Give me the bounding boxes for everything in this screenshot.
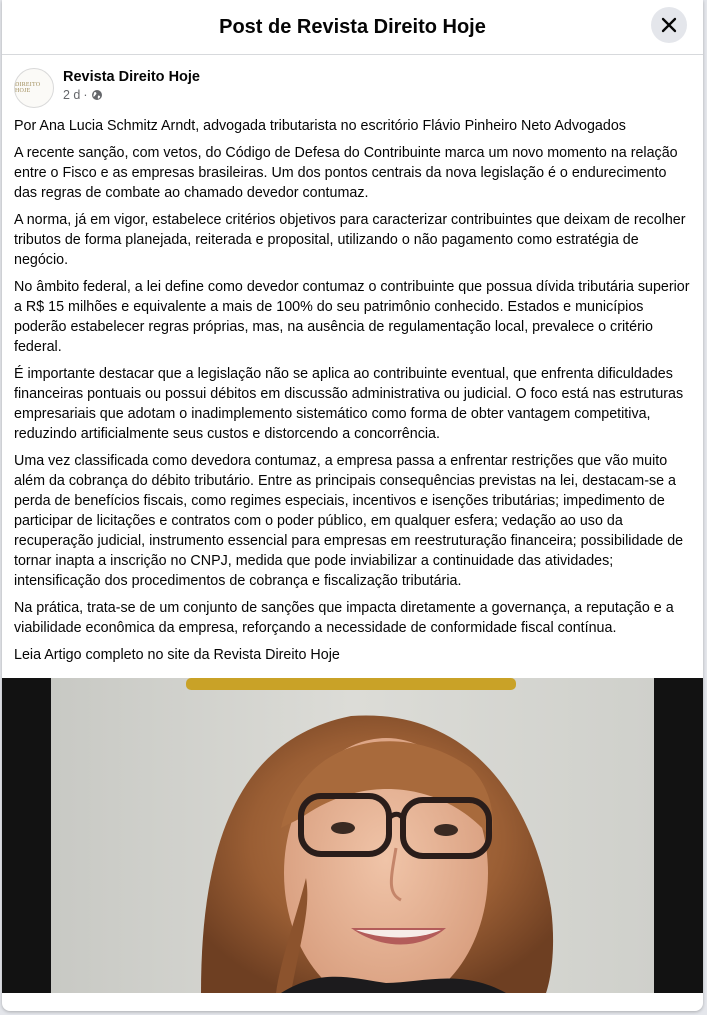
post-meta <box>63 88 200 102</box>
close-button[interactable] <box>651 7 687 43</box>
modal-title: Post de Revista Direito Hoje <box>219 15 486 38</box>
meta-separator: · <box>83 88 88 102</box>
post-paragraph: Leia Artigo completo no site da Revista Direito Hoje <box>14 647 340 663</box>
avatar[interactable] <box>14 68 54 108</box>
close-icon <box>661 17 677 33</box>
post-paragraph: A recente sanção, com vetos, do Código de Defesa do Contribuinte marca um novo momento na relação entre o Fisco e as empresas brasileiras. Um dos pontos centrais da nova legislação é o endurecimento das regras de combate ao chamado devedor contumaz. <box>14 145 678 201</box>
post-paragraph: Na prática, trata-se de um conjunto de sanções que impacta diretamente a governança, a reputação e a viabilidade econômica da empresa, reforçando a necessidade de conformidade fiscal contínua. <box>14 600 674 636</box>
avatar-logo-text: DIREITO HOJE <box>15 82 41 94</box>
globe-icon[interactable] <box>91 89 103 101</box>
post-media[interactable] <box>2 678 703 993</box>
author-name[interactable]: Revista Direito Hoje <box>63 69 200 85</box>
author-info <box>63 67 200 102</box>
post-paragraph: É importante destacar que a legislação não se aplica ao contribuinte eventual, que enfrenta dificuldades financeiras pontuais ou possui débitos em discussão administrativa ou judicial. O foco está nas estruturas empresariais que adotam o inadimplemento sistemático como forma de obter vantagem competitiva, reduzindo artificialmente seus custos e distorcendo a concorrência. <box>14 366 684 442</box>
post-paragraph: A norma, já em vigor, estabelece critérios objetivos para caracterizar contribuintes que deixam de recolher tributos de forma planejada, reiterada e proposital, utilizando o não pagamento como estratégia de negócio. <box>14 212 686 268</box>
post-time[interactable]: 2 d <box>63 88 81 102</box>
modal-header <box>2 0 703 55</box>
post-paragraph: Uma vez classificada como devedora contumaz, a empresa passa a enfrentar restrições que vão muito além da cobrança do débito tributário. Entre as principais consequências previstas na lei, destacam-se a perda de benefícios fiscais, como regimes especiais, incentivos e isenções tributárias; impedimento de participar de licitações e contratos com o poder público, em qualquer esfera; vedação ao uso da recuperação judicial, instrumento essencial para empresas em reestruturação financeira; possibilidade de tornar inapta a inscrição no CNPJ, medida que pode inviabilizar a continuidade das atividades; intensificação dos procedimentos de cobrança e fiscalização tributária. <box>14 453 684 589</box>
author-photo[interactable] <box>51 678 654 993</box>
portrait-image <box>51 678 654 993</box>
post-paragraph: Por Ana Lucia Schmitz Arndt, advogada tributarista no escritório Flávio Pinheiro Neto Advogados <box>14 118 626 134</box>
post-modal <box>2 0 703 1011</box>
post-paragraph: No âmbito federal, a lei define como devedor contumaz o contribuinte que possua dívida tributária superior a R$ 15 milhões e equivalente a mais de 100% do seu patrimônio conhecido. Estados e municípios poderão estabelecer regras próprias, mas, na ausência de regulamentação local, prevalece o critério federal. <box>14 279 690 355</box>
post-text <box>2 108 703 665</box>
post-header <box>2 55 703 108</box>
